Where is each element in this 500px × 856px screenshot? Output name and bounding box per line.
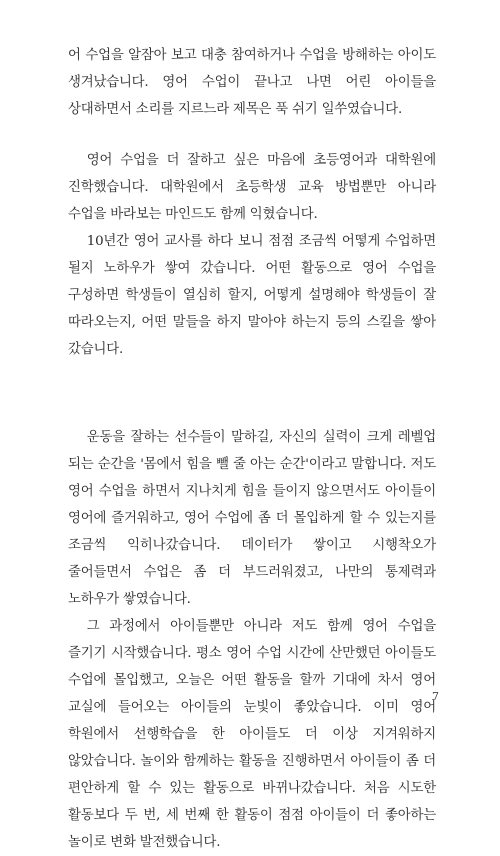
text-block-middle — [68, 147, 436, 363]
paragraph-3: 10년간 영어 교사를 하다 보니 점점 조금씩 어떻게 수업하면 될지 노하우가 쌓여 갔습니다. 어떤 활동으로 영어 수업을 구성하면 학생들이 열심히 할지, 어떻게 설명해야 학생들이 잘 따라오는지, 어떤 말들을 하지 말아야 하는지 등의 스킬을 쌓아 갔습니다. — [68, 234, 436, 357]
paragraph-5: 그 과정에서 아이들뿐만 아니라 저도 함께 영어 수업을 즐기기 시작했습니다. 평소 영어 수업 시간에 산만했던 아이들도 수업에 몰입했고, 오늘은 어떤 활동을 할까 기대에 차서 영어 교실에 들어오는 아이들의 눈빛이 좋았습니다. 이미 영어 학원에서 선행학습을 한 아이들도 더 이상 지겨워하지 않았습니다. 놀이와 함께하는 활동을 진행하면서 아이들이 좀 더 편안하게 할 수 있는 활동으로 바뀌나갔습니다. 처음 시도한 활동보다 두 번, 세 번째 한 활동이 점점 아이들이 더 좋아하는 놀이로 변화 발전했습니다. — [68, 619, 436, 850]
text-block-bottom — [68, 424, 436, 856]
paragraph-2: 영어 수업을 더 잘하고 싶은 마음에 초등영어과 대학원에 진학했습니다. 대학원에서 초등학생 교육 방법뿐만 아니라 수업을 바라보는 마인드도 함께 익혔습니다. — [68, 153, 436, 222]
paragraph-4: 운동을 잘하는 선수들이 말하길, 자신의 실력이 크게 레벨업 되는 순간을 '몸에서 힘을 뺄 줄 아는 순간'이라고 말합니다. 저도 영어 수업을 하면서 지나치게 힘을 들이지 않으면서도 아이들이 영어에 즐거워하고, 영어 수업에 좀 더 몰입하게 할 수 있는지를 조금씩 익히나갔습니다. 데이터가 쌓이고 시행착오가 줄어들면서 수업은 좀 더 부드러워졌고, 나만의 통제력과 노하우가 쌓였습니다. — [68, 430, 436, 607]
paragraph-1: 어 수업을 알잠아 보고 대충 참여하거나 수업을 방해하는 아이도 생겨났습니다. 영어 수업이 끝나고 나면 어린 아이들을 상대하면서 소리를 지르느라 제목은 푹 쉬기 일쑤였습니다. — [68, 48, 436, 117]
text-block-top — [68, 42, 436, 123]
page-number: 7 — [432, 690, 439, 703]
